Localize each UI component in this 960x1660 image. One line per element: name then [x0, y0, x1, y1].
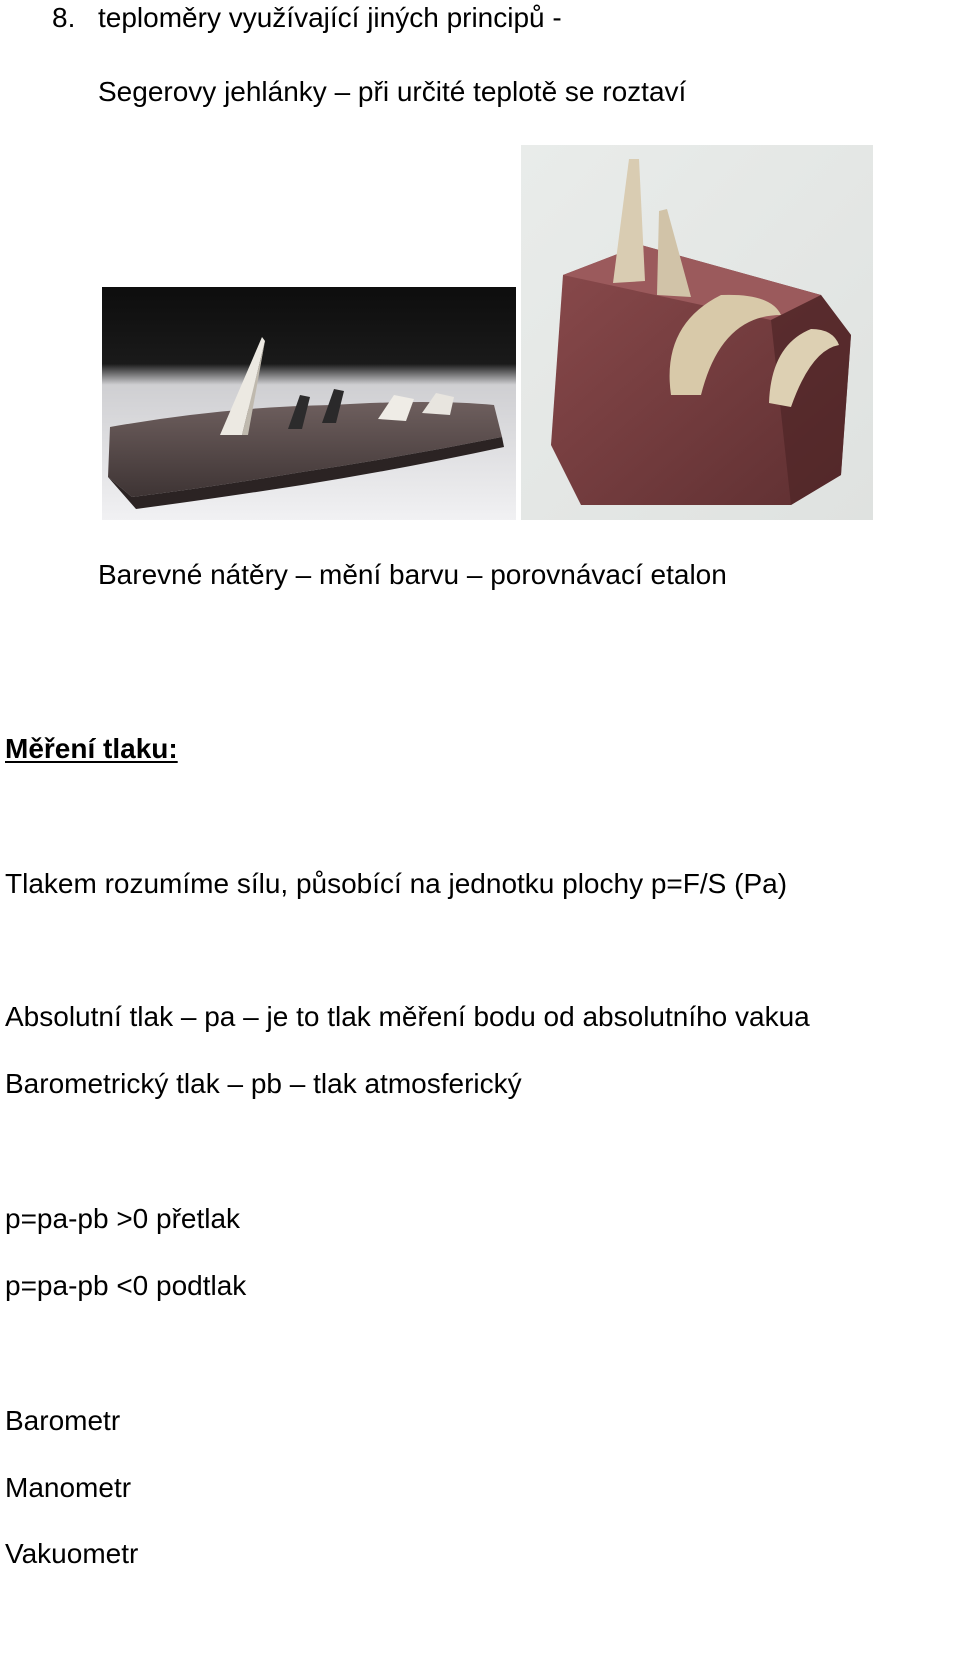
- pressure-definition: Tlakem rozumíme sílu, působící na jednotku plochy p=F/S (Pa): [5, 868, 788, 899]
- underpressure-formula: p=pa-pb <0 podtlak: [5, 1270, 247, 1301]
- instrument-manometr: Manometr: [5, 1472, 132, 1503]
- barevne-natery-text: Barevné nátěry – mění barvu – porovnávací etalon: [98, 559, 727, 590]
- instrument-barometr: Barometr: [5, 1405, 121, 1436]
- segerovy-text: Segerovy jehlánky – při určité teplotě se roztaví: [98, 76, 687, 107]
- instrument-vakuometr: Vakuometr: [5, 1538, 139, 1569]
- absolute-pressure-text: Absolutní tlak – pa – je to tlak měření bodu od absolutního vakua: [5, 1001, 810, 1032]
- segerovy-jehlanky-photo-right: [521, 145, 873, 520]
- list-number: 8.: [52, 2, 76, 33]
- list-item-title: teploměry využívající jiných principů -: [98, 2, 562, 33]
- segerovy-jehlanky-photo-left: [102, 287, 516, 520]
- overpressure-formula: p=pa-pb >0 přetlak: [5, 1203, 241, 1234]
- barometric-pressure-text: Barometrický tlak – pb – tlak atmosferický: [5, 1068, 522, 1099]
- section-heading: Měření tlaku:: [5, 733, 178, 764]
